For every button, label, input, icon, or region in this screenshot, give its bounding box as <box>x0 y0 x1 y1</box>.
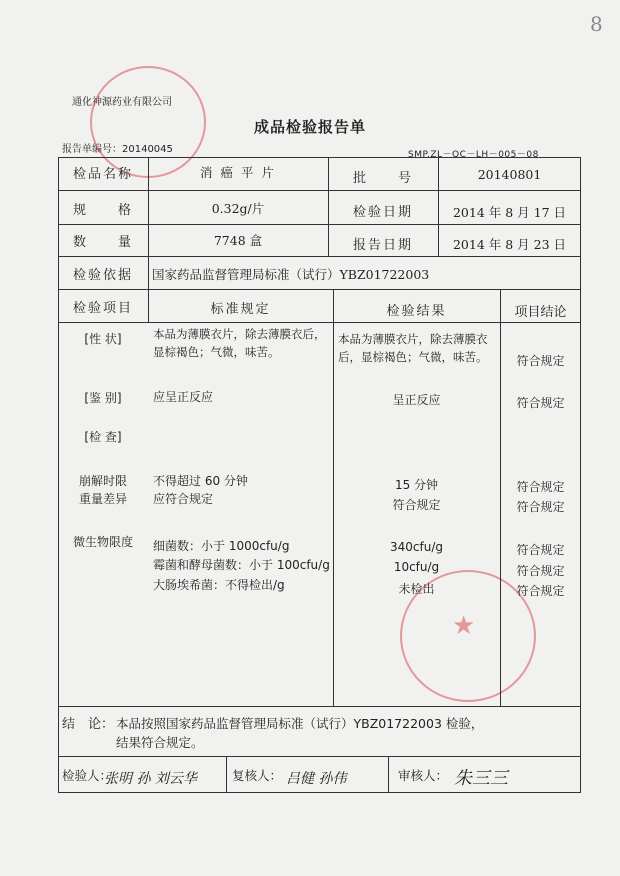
header-result: 检验结果 <box>386 304 447 319</box>
table-row-standard: 应符合规定 <box>153 492 214 506</box>
report-number: 报告单编号：20140045 <box>62 144 173 155</box>
reviewer-label: 复核人： <box>232 768 283 783</box>
page-number: 8 <box>590 12 603 36</box>
test-date-label: 检验日期 <box>352 205 413 220</box>
batch-label: 批 号 <box>352 171 413 186</box>
basis-label: 检验依据 <box>72 268 133 283</box>
table-row-item: [鉴 别] <box>84 391 122 405</box>
table-row-item: [性 状] <box>84 332 122 346</box>
table-row-item: 微生物限度 <box>72 535 133 549</box>
approver-signature: 朱三三 <box>454 768 508 789</box>
product-name-value: 消 癌 平 片 <box>200 165 276 180</box>
table-row-standard: 应呈正反应 <box>153 390 214 404</box>
quantity-value: 7748 盒 <box>213 233 263 248</box>
inspector-label: 检验人： <box>62 768 113 783</box>
conclusion-text-2: 结果符合规定。 <box>116 735 204 750</box>
table-row-result: 本品为薄膜衣片，除去薄膜衣后，显棕褐色；气微，味苦。 <box>338 332 488 364</box>
header-item: 检验项目 <box>72 301 133 316</box>
conclusion-label: 结 论： <box>62 717 115 732</box>
table-row-result: 符合规定 <box>392 498 441 512</box>
table-row-conclusion: 符合规定 <box>516 500 565 514</box>
spec-value: 0.32g/片 <box>211 201 265 216</box>
basis-value: 国家药品监督管理局标准（试行）YBZ01722003 <box>152 267 430 282</box>
product-name-label: 检品名称 <box>72 167 133 182</box>
table-row-conclusion: 符合规定 <box>516 564 565 578</box>
header-conclusion: 项目结论 <box>514 305 567 320</box>
company-name: 通化神源药业有限公司 <box>72 97 172 108</box>
table-row-item: 崩解时限 <box>78 474 127 488</box>
table-row-result: 10cfu/g <box>393 560 440 574</box>
table-row-standard: 本品为薄膜衣片，除去薄膜衣后，显棕褐色；气微，味苦。 <box>153 327 326 359</box>
table-row-result: 340cfu/g <box>390 540 443 554</box>
table-row-result: 未检出 <box>398 582 435 596</box>
inspector-signature: 张明 孙 刘云华 <box>104 771 197 787</box>
seal-star-icon: ★ <box>452 611 476 641</box>
report-date-label: 报告日期 <box>352 238 413 253</box>
report-date-value: 2014 年 8 月 23 日 <box>452 237 567 252</box>
table-row-item: [检 查] <box>84 430 122 444</box>
header-standard: 标准规定 <box>210 302 271 317</box>
table-row-conclusion: 符合规定 <box>516 543 565 557</box>
table-row-conclusion: 符合规定 <box>516 354 565 368</box>
table-row-standard: 不得超过 60 分钟 <box>153 474 248 488</box>
document-code: SMP.ZL－QC－LH－005－08 <box>408 150 539 160</box>
table-row-result: 15 分钟 <box>394 478 439 492</box>
document-title: 成品检验报告单 <box>253 118 366 136</box>
table-row-result: 呈正反应 <box>392 393 441 407</box>
spec-label: 规 格 <box>72 203 133 218</box>
table-row-conclusion: 符合规定 <box>516 396 565 410</box>
conclusion-text: 本品按照国家药品监督管理局标准（试行）YBZ01722003 检验， <box>116 716 484 731</box>
table-row-conclusion: 符合规定 <box>516 480 565 494</box>
test-date-value: 2014 年 8 月 17 日 <box>452 205 567 220</box>
table-row-item: 重量差异 <box>78 492 127 506</box>
table-row-standard: 大肠埃希菌：不得检出/g <box>153 578 285 592</box>
table-row-standard: 细菌数：小于 1000cfu/g <box>153 539 290 553</box>
quantity-label: 数 量 <box>72 235 133 250</box>
approver-label: 审核人： <box>398 768 449 783</box>
table-row-conclusion: 符合规定 <box>516 584 565 598</box>
batch-value: 20140801 <box>477 167 542 182</box>
reviewer-signature: 吕健 孙伟 <box>286 771 347 787</box>
table-row-standard: 霉菌和酵母菌数：小于 100cfu/g <box>153 558 330 572</box>
